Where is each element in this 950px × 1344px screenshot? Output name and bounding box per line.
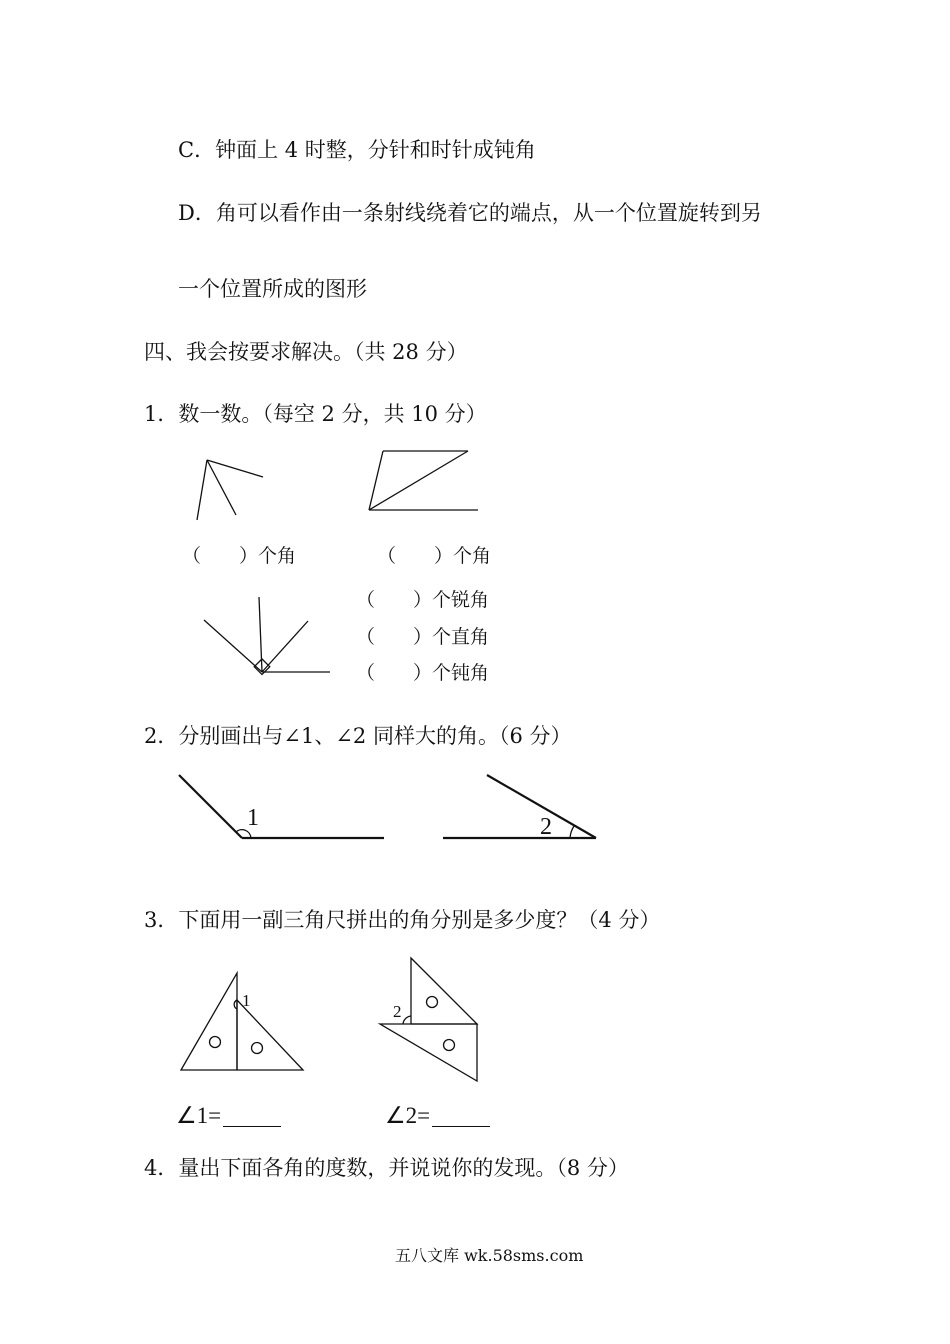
q1-title: 1．数一数。（每空 2 分，共 10 分） bbox=[144, 402, 487, 426]
q1-blank-obtuse: （ ）个钝角 bbox=[356, 662, 490, 684]
angle2-label: 2 bbox=[540, 814, 552, 840]
answer-angle2-label: ∠2= bbox=[385, 1103, 431, 1128]
q3-title: 3．下面用一副三角尺拼出的角分别是多少度？（4 分） bbox=[144, 908, 661, 932]
q4-title: 4．量出下面各角的度数，并说说你的发现。（8 分） bbox=[144, 1156, 629, 1180]
footer-text: 五八文库 wk.58sms.com bbox=[395, 1246, 584, 1265]
option-d-line1: D．角可以看作由一条射线绕着它的端点，从一个位置旋转到另 bbox=[178, 201, 762, 225]
section4-title: 四、我会按要求解决。（共 28 分） bbox=[144, 340, 468, 364]
answer-angle1-label: ∠1= bbox=[176, 1103, 222, 1128]
option-d-line2: 一个位置所成的图形 bbox=[178, 277, 367, 301]
q1-blank-a: （ ）个角 bbox=[182, 545, 297, 567]
fig2-angle-label: 2 bbox=[393, 1002, 402, 1021]
answer-angle1-blank[interactable] bbox=[223, 1106, 281, 1127]
q2-title: 2．分别画出与∠1、∠2 同样大的角。（6 分） bbox=[144, 724, 572, 748]
answer-angle2-blank[interactable] bbox=[432, 1106, 490, 1127]
q1-blank-b: （ ）个角 bbox=[377, 545, 492, 567]
answer-angle1 bbox=[176, 1104, 281, 1127]
fig1-angle-label: 1 bbox=[242, 991, 251, 1010]
option-c: C．钟面上 4 时整，分针和时针成钝角 bbox=[178, 138, 536, 162]
q1-blank-acute: （ ）个锐角 bbox=[356, 589, 490, 611]
q1-blank-right: （ ）个直角 bbox=[356, 626, 490, 648]
answer-angle2 bbox=[385, 1104, 490, 1127]
angle1-label: 1 bbox=[247, 805, 259, 831]
